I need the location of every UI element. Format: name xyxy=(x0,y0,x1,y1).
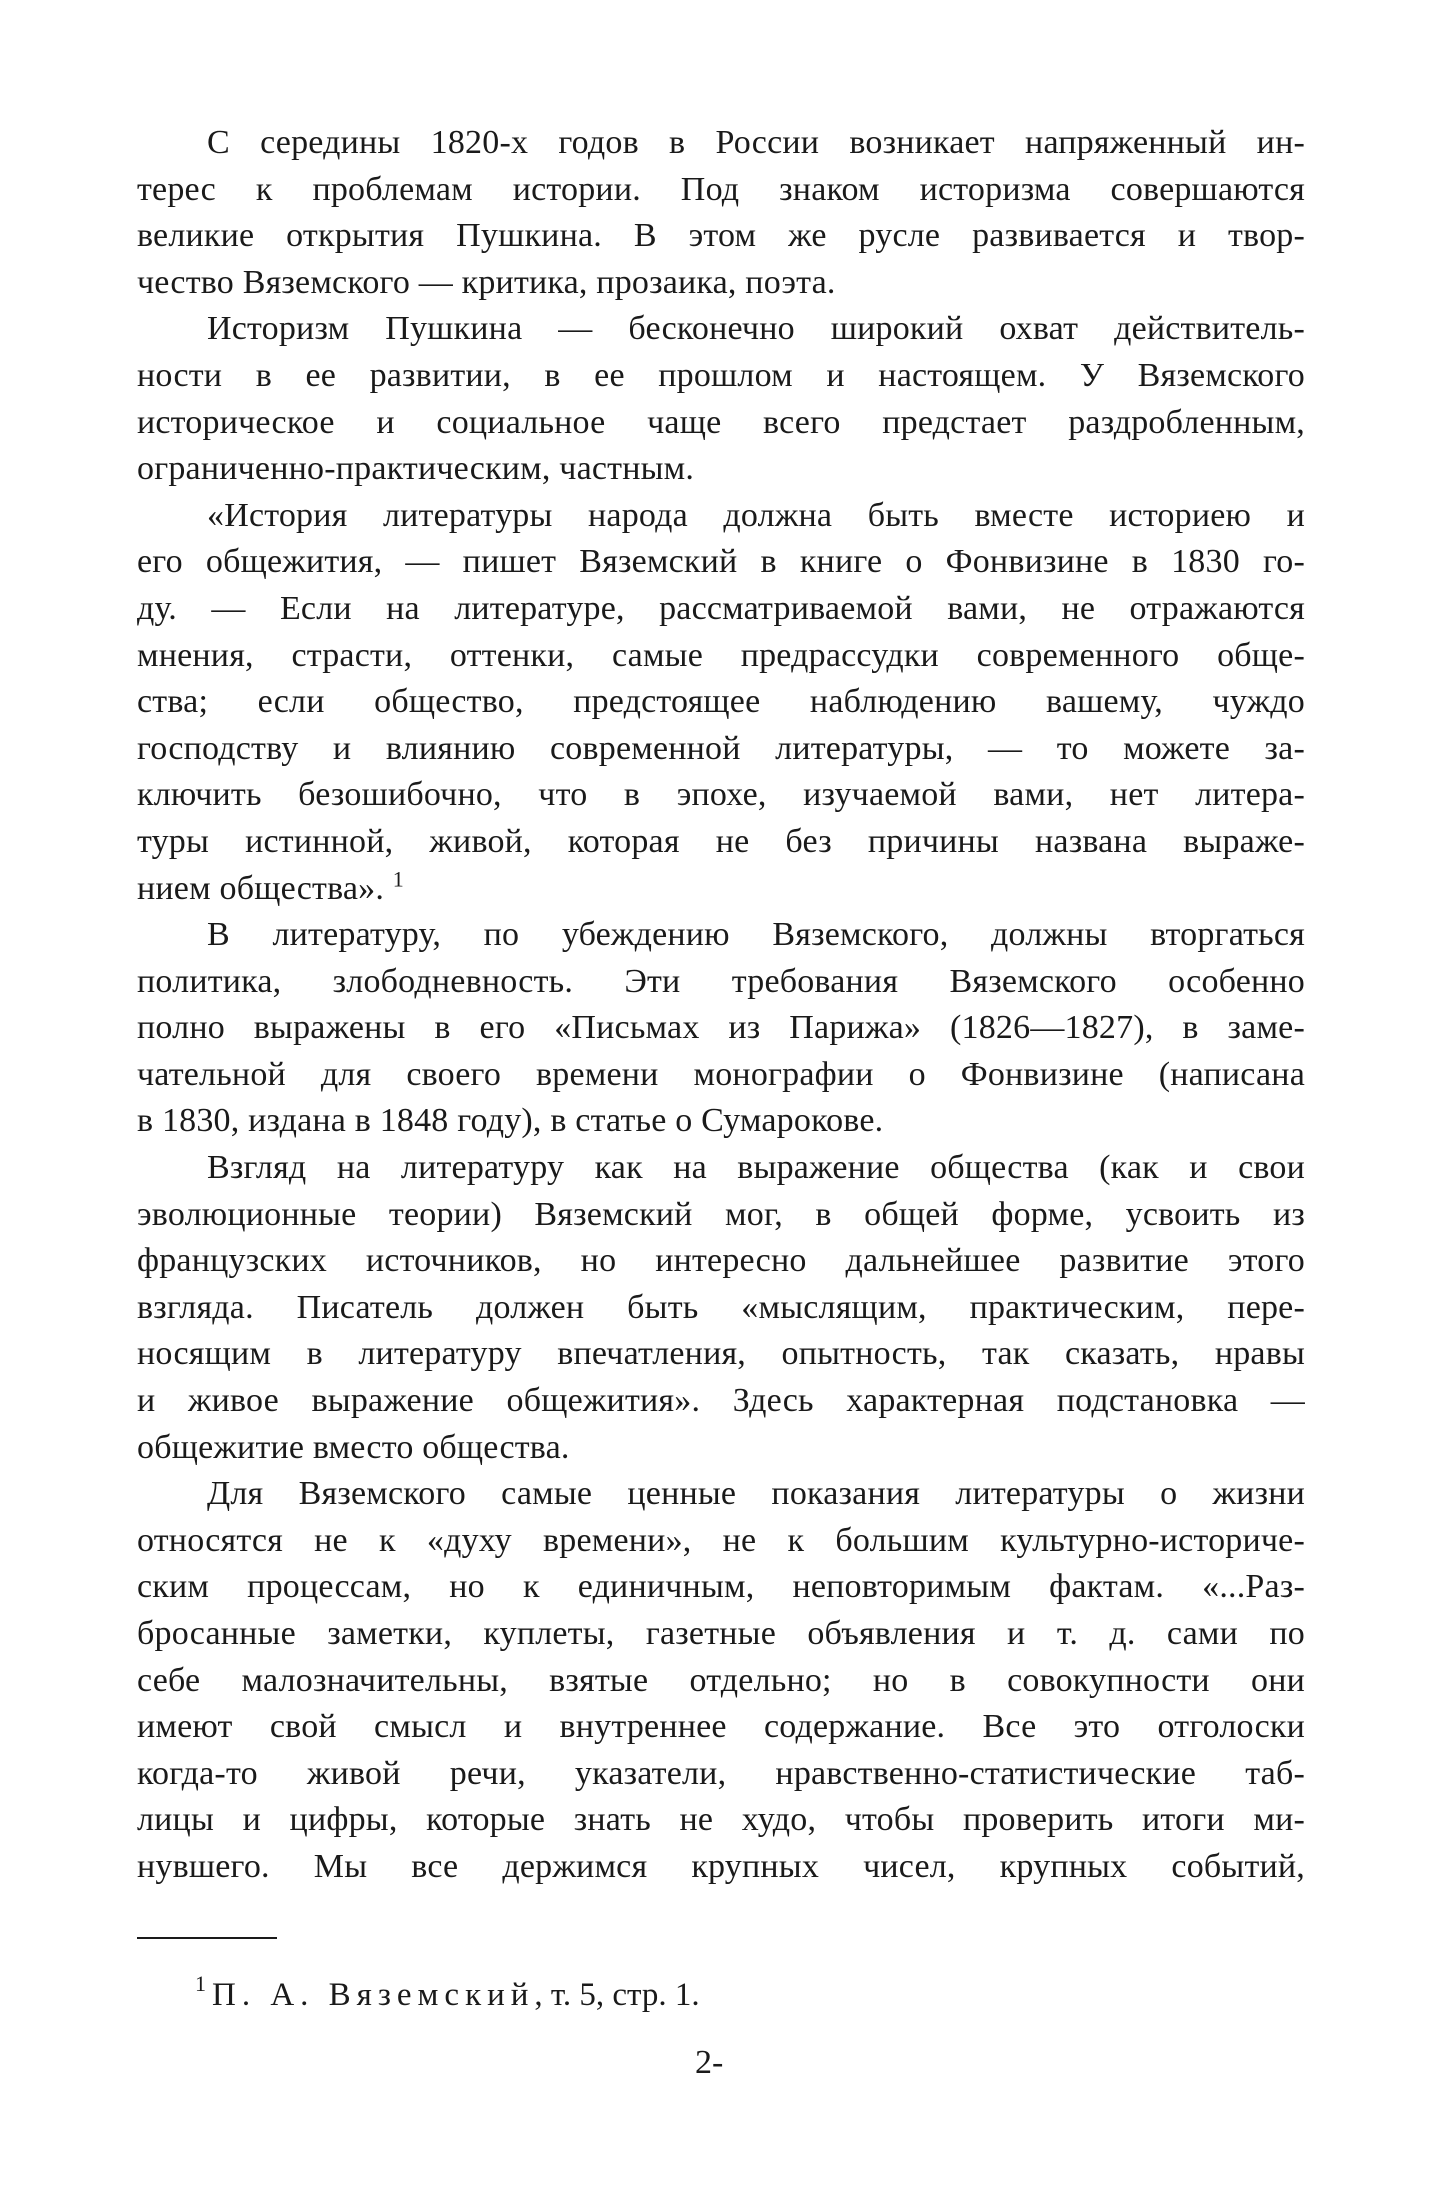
text-line: С середины 1820-х годов в России возникает напряженный ин- xyxy=(207,124,1305,161)
text-line: Взгляд на литературу как на выражение общества (как и свои xyxy=(207,1149,1305,1187)
text-line: ности в ее развитии, в ее прошлом и настоящем. У Вяземского xyxy=(137,356,1305,394)
footnote-divider xyxy=(137,1937,277,1939)
text-line: Для Вяземского самые ценные показания литературы о жизни xyxy=(207,1475,1305,1513)
footnote xyxy=(195,1963,700,2018)
paragraph-2 xyxy=(137,306,1305,492)
paragraph-4 xyxy=(137,912,1305,1145)
text-line: имеют свой смысл и внутреннее содержание. Все это отголоски xyxy=(137,1708,1305,1746)
text-line: бросанные заметки, куплеты, газетные объявления и т. д. сами по xyxy=(137,1615,1305,1652)
text-line: политика, злободневность. Эти требования Вяземского особенно xyxy=(137,962,1305,1000)
paragraph-1 xyxy=(137,120,1305,306)
text-line: носящим в литературу впечатления, опытность, так сказать, нравы xyxy=(137,1335,1305,1373)
text-line: мнения, страсти, оттенки, самые предрассудки современного обще- xyxy=(137,636,1305,674)
text-line: полно выражены в его «Письмах из Парижа» (1826—1827), в заме- xyxy=(137,1009,1305,1047)
text-line: взгляда. Писатель должен быть «мыслящим, практическим, пере- xyxy=(137,1288,1305,1326)
paragraph-3 xyxy=(137,493,1305,912)
text-line: общежитие вместо общества. xyxy=(137,1428,570,1466)
paragraph-5 xyxy=(137,1145,1305,1471)
text-line: ограниченно-практическим, частным. xyxy=(137,450,695,488)
text-line: нувшего. Мы все держимся крупных чисел, крупных событий, xyxy=(137,1847,1305,1885)
text-line: историческое и социальное чаще всего предстает раздробленным, xyxy=(137,403,1305,441)
text-line: французских источников, но интересно дальнейшее развитие этого xyxy=(137,1242,1305,1280)
text-line: чество Вяземского — критика, прозаика, поэта. xyxy=(137,263,836,301)
text-line xyxy=(137,866,1305,913)
text-line: великие открытия Пушкина. В этом же русле развивается и твор- xyxy=(137,217,1305,255)
text-line: ду. — Если на литературе, рассматриваемой вами, не отражаются xyxy=(137,589,1305,627)
text-line: эволюционные теории) Вяземский мог, в общей форме, усвоить из xyxy=(137,1195,1305,1233)
text-line-content: нием общества». xyxy=(137,869,385,907)
text-line: когда-то живой речи, указатели, нравственно-статистические таб- xyxy=(137,1754,1305,1792)
text-line: Историзм Пушкина — бесконечно широкий охват действитель- xyxy=(207,310,1305,348)
text-line: господству и влиянию современной литературы, — то можете за- xyxy=(137,729,1305,767)
page-number: 2- xyxy=(695,2044,724,2081)
text-line: туры истинной, живой, которая не без причины названа выраже- xyxy=(137,822,1305,860)
text-line: его общежития, — пишет Вяземский в книге о Фонвизине в 1830 го- xyxy=(137,543,1305,581)
footnote-author: П. А. Вяземский xyxy=(212,1977,535,2013)
text-line: ским процессам, но к единичным, неповторимым фактам. «...Раз- xyxy=(137,1568,1305,1606)
text-line: терес к проблемам истории. Под знаком историзма совершаются xyxy=(137,170,1305,208)
text-line: чательной для своего времени монографии о Фонвизине (написана xyxy=(137,1055,1305,1093)
text-line: себе малозначительны, взятые отдельно; но в совокупности они xyxy=(137,1661,1305,1699)
text-line: «История литературы народа должна быть вместе историею и xyxy=(207,496,1305,534)
text-line: ства; если общество, предстоящее наблюдению вашему, чуждо xyxy=(137,683,1305,721)
text-line: относятся не к «духу времени», не к большим культурно-историче- xyxy=(137,1521,1305,1559)
text-line: и живое выражение общежития». Здесь характерная подстановка — xyxy=(137,1382,1305,1420)
text-line: ключить безошибочно, что в эпохе, изучаемой вами, нет литера- xyxy=(137,776,1305,814)
text-line: В литературу, по убеждению Вяземского, должны вторгаться xyxy=(207,916,1305,954)
footnote-reference: 1 xyxy=(392,866,404,892)
text-line: лицы и цифры, которые знать не худо, чтобы проверить итоги ми- xyxy=(137,1801,1305,1839)
footnote-source: , т. 5, стр. 1. xyxy=(534,1977,700,2013)
page-body xyxy=(137,120,1305,1891)
text-line: в 1830, издана в 1848 году), в статье о Сумарокове. xyxy=(137,1102,884,1140)
footnote-mark: 1 xyxy=(195,1971,206,1996)
paragraph-6 xyxy=(137,1471,1305,1890)
